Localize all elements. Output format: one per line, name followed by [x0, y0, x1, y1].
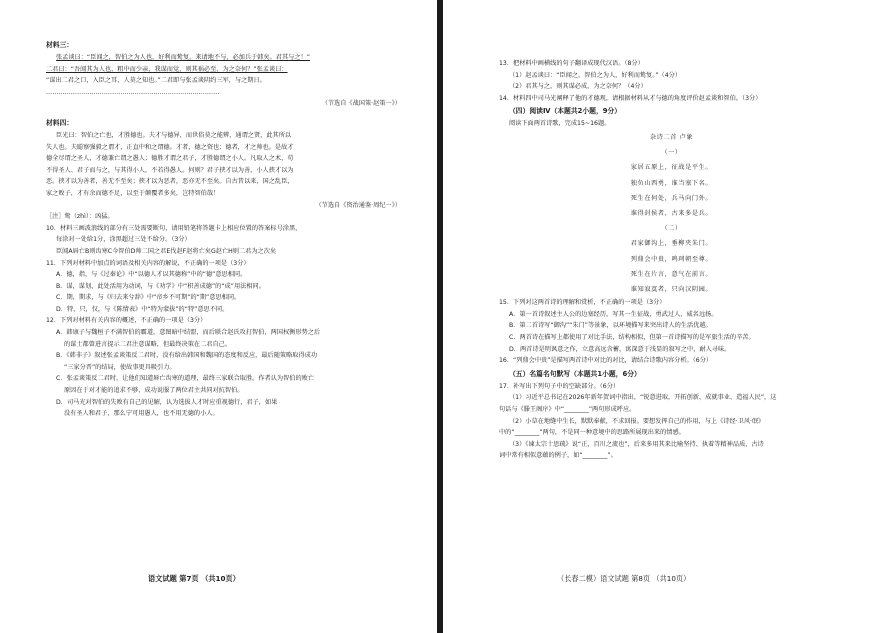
question-12-option: 原因在于对才能的追求不够，成功说服了两位君主共同对抗智伯。 — [64, 387, 244, 395]
material-3-line: 二君曰：“吾闻其为人也，粗中而少亲，我谋而觉，则其祸必至，为之奈何？”张孟谈曰： — [46, 65, 288, 73]
poem-line: 死生在何处，兵马向门外。 — [630, 194, 713, 202]
footnote: ［注］鸷（zhì）：凶猛。 — [46, 213, 114, 221]
question-15-option: C．两首诗在描写上都使用了对比手法，结构相似，但第一首诗描写的是军旅生活的辛苦。 — [509, 333, 755, 341]
material-4-line: 失人也。夫聪察强毅之谓才，正直中和之谓德。才者，德之资也；德者，才之帅也。是故才 — [46, 143, 294, 151]
material-4-line: 恶。挟才以为善者，善无不至矣；挟才以为恶者，恶亦无不至矣。自古昔以来，国之乱臣， — [46, 178, 294, 186]
question-12-option: 没有圣人和君子，那么宁可用愚人，也不用无德的小人。 — [64, 410, 219, 418]
poem-line: 谁知寂寞者，只向汉阴园。 — [630, 286, 713, 293]
reading-intro: 阅读下面两首诗歌，完成15~16题。 — [509, 120, 611, 128]
poem-line: 独负山西勇，谁当塞下名。 — [630, 179, 713, 187]
poem-line: 君家御沟上，垂柳夹朱门。 — [630, 240, 713, 248]
poem-1-label: （一） — [661, 149, 682, 157]
question-14-line: 14．材料四中司马光阐释了他的才德观，请根据材料从才与德的角度评价赵孟谈和智伯。（3分） — [499, 94, 762, 102]
right-page — [445, 0, 874, 633]
question-15-option: D．两首诗是明讽意之作，立意高远含蓄，寓深意于浅显的叙写之中，耐人寻味。 — [509, 345, 731, 353]
question-11-option: C．期，期求，与《归去来兮辞》中“帝乡不可期”的“期”意思相同。 — [56, 294, 241, 302]
poem-line: 家居五原上，征战是平生。 — [630, 164, 713, 172]
poem-line: 死生在片言，意气在前言。 — [630, 270, 713, 278]
question-17-line: 17．补写出下列句子中的空缺部分。（6分） — [499, 382, 620, 390]
material-4-source: （节选自《资治通鉴·周纪一》） — [315, 201, 401, 209]
page-divider — [437, 0, 443, 633]
question-11-option: D．特，只，仅，与《陈情表》中“特为蒙拔”的“特”意思不同。 — [56, 305, 229, 313]
question-17-line: （1）习近平总书记在2026年新年贺词中指出，“锐意进取，开拓创新，成就事业、造福人民”，这 — [509, 394, 777, 402]
poem-line: 列鼎会中贵，鸣珂朝至尊。 — [630, 255, 713, 263]
question-12-option: “三家分晋”的结局，使故事更具吸引力。 — [64, 363, 176, 371]
material-3-title: 材料三： — [46, 41, 74, 49]
question-17-line: 句话与《滕王阁序》中“________”两句形成呼应。 — [499, 405, 636, 413]
question-15-option: A．第一首诗叙述主人公的边塞经历，写其一生征战，勇武过人，威名远扬。 — [509, 310, 718, 318]
section-4-heading: （四）阅读Ⅳ（本题共2小题，9分） — [509, 107, 622, 116]
question-17-line: 中的“________”两句，不是同一种意境中的思路所展现出来的情感。 — [499, 429, 685, 437]
question-12-option: C．张孟谈策反二君时，让他们知道唇亡齿寒的道理，最终三家联合取胜。作者认为智伯的败亡 — [56, 375, 315, 383]
question-17-line: 词中常有相似意蕴的例子，如“________”。 — [499, 452, 617, 460]
question-15-option: B．第二首诗写“御沟”“朱门”等景象，以环境描写来突出诗人的生活优越。 — [509, 322, 712, 330]
question-11-option: B．谋，谋划，此处活用为动词，与《劝学》中“积善成德”的“成”用法相同。 — [56, 282, 265, 290]
material-3-line: ………………………………………………………………………… — [46, 88, 220, 96]
question-11-line: 11．下列对材料中加点的词语及相关内容的解说，不正确的一项是（3分） — [46, 259, 250, 267]
question-12-option: D．司马光对智伯的失败有自己的见解，认为选拔人才时应重视德行，君子，如果 — [56, 398, 278, 406]
section-5-heading: （五）名篇名句默写（本题共1小题，6分） — [509, 369, 641, 378]
poem-title: 杂诗二首 卢象 — [649, 133, 694, 141]
question-12-line: 12．下列对材料有关内容的概述，不正确的一项是（3分） — [46, 317, 207, 325]
question-10-line: 10．材料三画波浪线的部分有三处需要断句，请用铅笔将答题卡上相应位置的答案标号涂黑， — [46, 224, 302, 232]
question-12-option: B．《韩非子》叙述张孟谈策反二君时，没有给出韩国和魏国的态度和反应，最后随策略取得成功 — [56, 352, 318, 360]
material-4-line: 家之败子，才有余而德不足，以至于颠覆者多矣，岂特智伯哉！ — [46, 189, 220, 197]
question-17-line: （3）《谏太宗十思疏》说“正，百川之流也”，后来多用其来比喻坚持、执着等精神品质，古诗 — [509, 440, 764, 448]
material-4-title: 材料四： — [46, 118, 74, 127]
question-15-line: 15．下列对这两首诗的理解和赏析，不正确的一项是（3分） — [499, 299, 666, 307]
material-4-line: 不得圣人、君子而与之，与其得小人，不若得愚人。何则？君子挟才以为善，小人挟才以为 — [46, 166, 294, 174]
question-13-line: （2）君其与之，则其谋必成，为之奈何？（4分） — [509, 83, 647, 91]
poem-2-label: （二） — [661, 225, 682, 233]
material-4-line: 德全尽谓之圣人，才德兼亡谓之愚人；德胜才谓之君子，才胜德谓之小人。凡取人之术，苟 — [46, 155, 294, 163]
question-16-line: 16．“列鼎会中贵”是描写两首诗中对比的对比，请结合诗歌内容分析。（6分） — [499, 357, 713, 365]
material-3-source: （节选自《战国策·赵策一》） — [321, 100, 401, 108]
poem-line: 谁得封侯者，古来多是兵。 — [630, 209, 713, 217]
page-footer: （长春二模）语文试题 第8页 （共10页） — [557, 574, 691, 583]
material-4-line: 臣光曰：智伯之亡也，才胜德也。夫才与德异，而世俗莫之能辨，通谓之贤，此其所以 — [56, 131, 292, 139]
question-17-line: （2）小草在地缝中生长，默默奉献，不求回报。要想发挥自己的作用，与上《诗经·卫风·氓》 — [509, 417, 765, 425]
question-11-option: A．德，指，与《过秦论》中“以德人才以其德称”中的“德”意思相同。 — [56, 271, 247, 279]
page-footer: 语文试题 第7页 （共10页） — [148, 574, 240, 583]
question-10-line: 每涂对一处给1分，涂黑超过三处不给分。（3分） — [56, 236, 191, 244]
question-12-option: 的谋士都曾进言提示二君注意谋略，但最终决策在二君自己。 — [64, 340, 232, 348]
material-3-line: 张孟谈曰：“臣闻之，智伯之为人也，好利而鸷复。来请地不与，必加兵于韩矣。君其与之！” — [56, 54, 310, 61]
question-12-option: A．韩康子与魏桓子不满智伯的霸道，意图暗中结盟，而后联合赵氏攻打智伯，两国权衡形势之后 — [56, 329, 321, 337]
material-3-line: “谋出二君之口，入臣之耳，人莫之知也。”二君即与张孟谈阴约三军，与之期日。 — [46, 77, 266, 85]
question-13-line: 13．把材料中画横线的句子翻译成现代汉语。（8分） — [499, 60, 644, 67]
question-13-line: （1）赵孟谈曰：“臣闻之，智伯之为人，好利而鸷复。”（4分） — [509, 71, 682, 79]
question-10-line: 臣闻A唇亡B则齿寒C今智伯D帅二国之君E伐赵F赵将亡矣G赵亡H则二君为之次矣 — [56, 247, 277, 255]
